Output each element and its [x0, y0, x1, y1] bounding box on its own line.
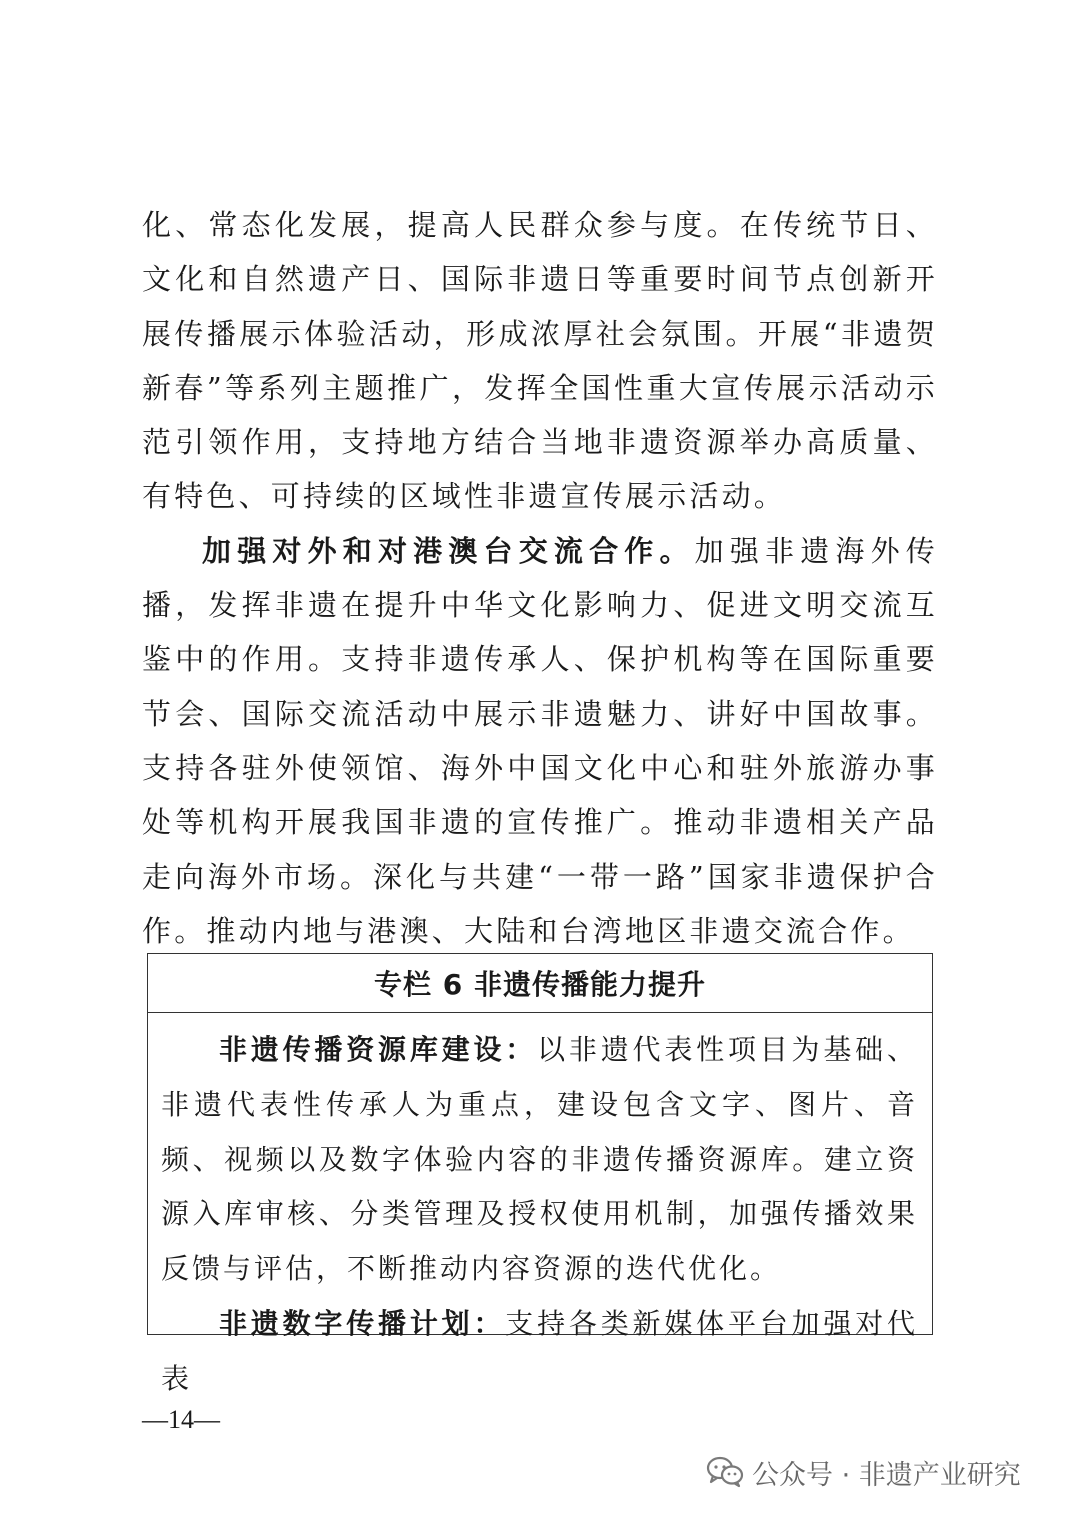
watermark-text: 公众号 · 非遗产业研究 — [752, 1459, 1021, 1491]
paragraph-2-heading: 加强对外和对港澳台交流合作。 — [202, 533, 695, 568]
box-item-1-heading: 非遗传播资源库建设： — [219, 1033, 538, 1066]
paragraph-1 — [142, 198, 938, 524]
column-box-body — [148, 1013, 932, 1407]
column-box — [147, 953, 933, 1395]
page-number: —14— — [142, 1405, 220, 1434]
box-item-2-heading: 非遗数字传播计划： — [219, 1306, 506, 1340]
box-item-2-text: 支持各类新媒体平台加强对代表 — [161, 1306, 918, 1395]
paragraph-2 — [142, 524, 938, 958]
box-item-2 — [161, 1297, 918, 1407]
box-item-1-text: 以非遗代表性项目为基础、非遗代表性传承人为重点，建设包含文字、图片、音频、视频以及数字体验内容的非遗传播资源库。建立资源入库审核、分类管理及授权使用机制，加强传播效果反馈与评估，不断推动内容资源的迭代优化。 — [161, 1033, 918, 1286]
paragraph-1-text: 化、常态化发展，提高人民群众参与度。在传统节日、文化和自然遗产日、国际非遗日等重要时间节点创新开展传播展示体验活动，形成浓厚社会氛围。开展“非遗贺新春”等系列主题推广，发挥全国性重大宣传展示活动示范引领作用，支持地方结合当地非遗资源举办高质量、有特色、可持续的区域性非遗宣传展示活动。 — [142, 208, 938, 514]
body-text — [142, 198, 938, 958]
box-item-1 — [161, 1023, 918, 1297]
paragraph-2-text: 加强非遗海外传播，发挥非遗在提升中华文化影响力、促进文明交流互鉴中的作用。支持非遗传承人、保护机构等在国际重要节会、国际交流活动中展示非遗魅力、讲好中国故事。支持各驻外使领馆、海外中国文化中心和驻外旅游办事处等机构开展我国非遗的宣传推广。推动非遗相关产品走向海外市场。深化与共建“一带一路”国家非遗保护合作。推动内地与港澳、大陆和台湾地区非遗交流合作。 — [142, 533, 938, 948]
watermark — [706, 1452, 1021, 1492]
wechat-icon — [706, 1456, 744, 1488]
column-box-title: 专栏 6 非遗传播能力提升 — [148, 954, 932, 1013]
